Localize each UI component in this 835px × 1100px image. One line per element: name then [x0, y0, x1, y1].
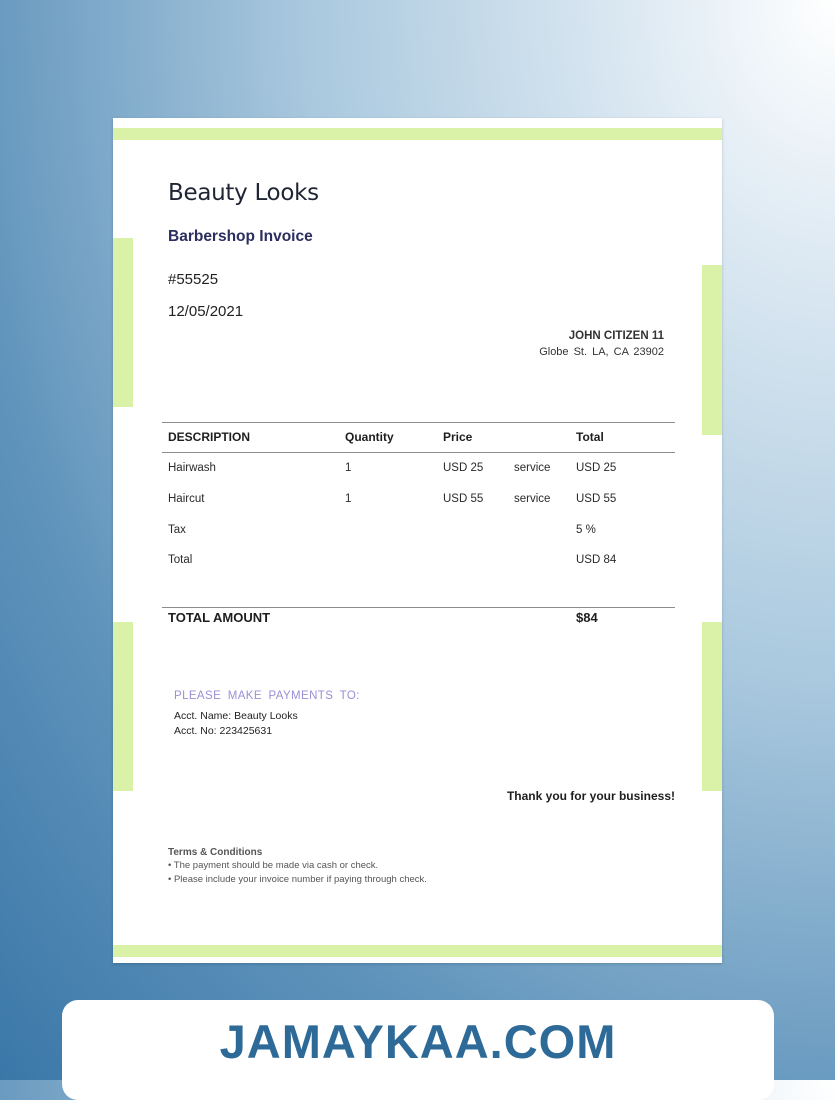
header-price: Price — [443, 430, 473, 444]
subtotal-label: Total — [168, 554, 193, 566]
header-quantity: Quantity — [345, 430, 394, 444]
terms-item: • The payment should be made via cash or check. — [168, 860, 379, 871]
total-amount-rule — [162, 607, 675, 608]
footer-banner — [62, 1000, 774, 1100]
total-amount-value: $84 — [576, 610, 598, 625]
customer-name: JOHN CITIZEN 11 — [568, 330, 664, 342]
row-total: USD 55 — [576, 493, 617, 505]
right-accent-bar-upper — [702, 265, 722, 435]
company-name: Beauty Looks — [168, 180, 319, 206]
thank-you-note: Thank you for your business! — [506, 789, 675, 803]
invoice-date: 12/05/2021 — [168, 303, 244, 320]
account-name: Acct. Name: Beauty Looks — [174, 710, 298, 722]
right-accent-bar-lower — [702, 622, 722, 791]
invoice-page — [113, 118, 722, 963]
row-note: service — [514, 462, 551, 474]
row-description: Hairwash — [168, 462, 216, 474]
left-accent-bar-lower — [113, 622, 133, 791]
payment-heading: PLEASE MAKE PAYMENTS TO: — [174, 690, 360, 702]
header-description: DESCRIPTION — [168, 430, 251, 444]
terms-item: • Please include your invoice number if paying through check. — [168, 874, 427, 885]
row-note: service — [514, 493, 551, 505]
invoice-title: Barbershop Invoice — [168, 228, 313, 245]
subtotal-value: USD 84 — [576, 554, 617, 566]
table-header-rule — [162, 452, 675, 453]
row-price: USD 55 — [443, 493, 484, 505]
row-description: Haircut — [168, 493, 205, 505]
header-total: Total — [576, 430, 604, 444]
row-quantity: 1 — [345, 493, 352, 505]
row-quantity: 1 — [345, 462, 352, 474]
brand-watermark: JAMAYKAA.COM — [219, 1015, 617, 1068]
tax-value: 5 % — [576, 524, 596, 536]
bottom-accent-band — [113, 945, 722, 957]
left-accent-bar-upper — [113, 238, 133, 407]
row-price: USD 25 — [443, 462, 484, 474]
tax-label: Tax — [168, 524, 186, 536]
total-amount-label: TOTAL AMOUNT — [168, 610, 271, 625]
invoice-number: #55525 — [168, 271, 219, 288]
customer-address: Globe St. LA, CA 23902 — [539, 346, 664, 358]
table-top-rule — [162, 422, 675, 423]
terms-heading: Terms & Conditions — [168, 847, 263, 858]
row-total: USD 25 — [576, 462, 617, 474]
account-number: Acct. No: 223425631 — [174, 725, 273, 737]
top-accent-band — [113, 128, 722, 140]
